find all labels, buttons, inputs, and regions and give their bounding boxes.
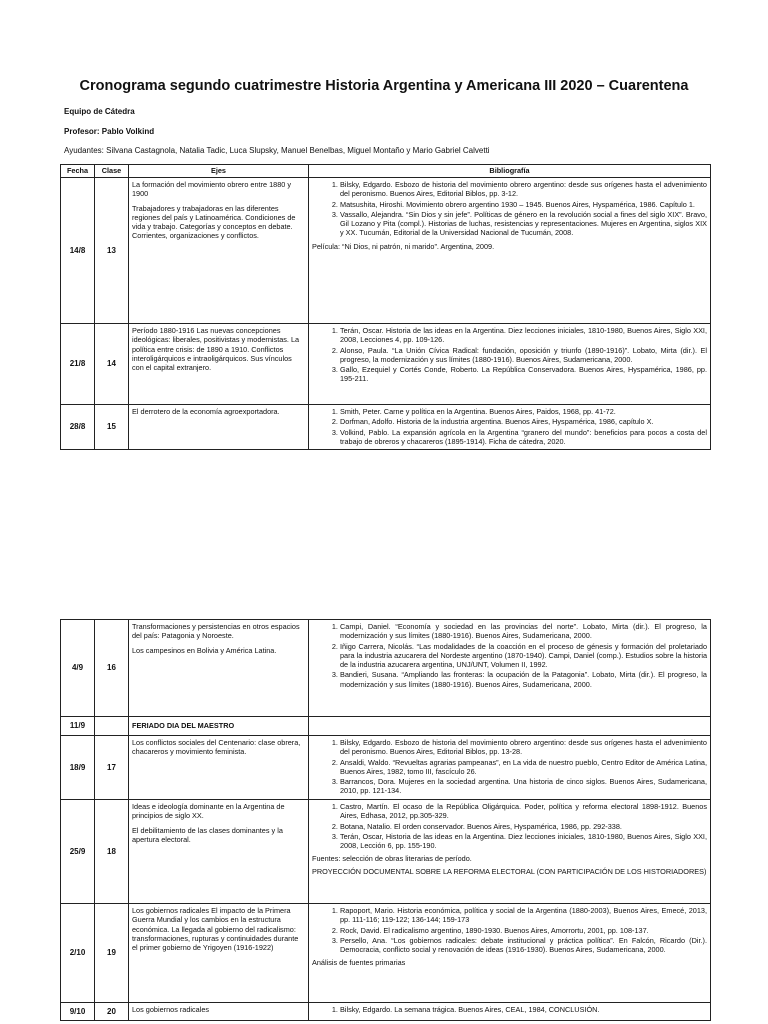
- cell-bibliografia: [309, 1003, 711, 1021]
- bibliography-item: 1. Bilsky, Edgardo. Esbozo de historia del movimiento obrero argentino: desde sus orígenes hasta el advenimiento del peronismo. Buenos Aires, Editorial Biblos, pp. 13-28.: [340, 738, 707, 757]
- cell-ejes: [129, 904, 309, 1003]
- table-row: [61, 1003, 711, 1021]
- schedule-table-page1: [60, 164, 711, 450]
- eje-text: El derrotero de la economía agroexportadora.: [132, 407, 280, 416]
- cell-clase: [95, 717, 129, 736]
- bibliography-item: 2. Rock, David. El radicalismo argentino, 1890-1930. Buenos Aires, Amorrortu, 2001, pp. 108-137.: [340, 926, 707, 935]
- cell-ejes: [129, 178, 309, 324]
- documentary-note: PROYECCIÓN DOCUMENTAL SOBRE LA REFORMA ELECTORAL (CON PARTICIPACIÓN DE LOS HISTORIADORES): [312, 866, 707, 876]
- bibliography-list: [312, 180, 707, 238]
- bibliography-item: 3. Bandieri, Susana. “Ampliando las fronteras: la ocupación de la Patagonia”. Lobato, Mirta (dir.). El progreso, la modernización y sus límites (1880-1916). Buenos Aires, Sudamericana, 2000.: [340, 670, 707, 689]
- table-row: [61, 800, 711, 904]
- table-row: [61, 405, 711, 450]
- eje-text: Ideas e ideología dominante en la Argentina de principios de siglo XX.: [132, 802, 285, 821]
- cell-clase: 15: [95, 405, 129, 450]
- cell-bibliografia: [309, 620, 711, 717]
- cell-fecha: 28/8: [61, 405, 95, 450]
- bibliography-item: 2. Dorfman, Adolfo. Historia de la industria argentina. Buenos Aires, Hyspamérica, 1986, capítulo X.: [340, 417, 707, 426]
- cell-fecha: 18/9: [61, 736, 95, 800]
- cell-clase: 16: [95, 620, 129, 717]
- bibliography-item: 3. Volkind, Pablo. La expansión agrícola en la Argentina “granero del mundo”: beneficios para pocos a costa del trabajo de obreros y chacareros (1895-1914). Ficha de cátedra, 2020.: [340, 428, 707, 447]
- bibliography-item: 2. Iñigo Carrera, Nicolás. “Las modalidades de la coacción en el proceso de génesis y formación del proletariado para la industria azucarera del Nordeste argentino (1870-1940). Campi, Daniel (comp.). Estudios sobre la historia de la industria azucarera argentina, UNJ/UNT, Volumen II, 1992.: [340, 642, 707, 670]
- cell-ejes: [129, 405, 309, 450]
- cell-fecha: 14/8: [61, 178, 95, 324]
- bibliography-item: 3. Vassallo, Alejandra. “Sin Dios y sin jefe”. Políticas de género en la revolución social a fines del siglo XIX”. Bravo, Gil Lozano y Pita (compl.). Historias de luchas, resistencias y representaciones. Mujeres en Argentina, siglos XIX y XX. Tucumán, Editorial de la Universidad Nacional de Tucumán, 2008.: [340, 210, 707, 238]
- cell-fecha: 11/9: [61, 717, 95, 736]
- eje-text: Los gobiernos radicales El impacto de la Primera Guerra Mundial y los cambios en la estructura económica. La llegada al gobierno del radicalismo: transformaciones, rupturas y continuidades durante el primer gobierno de Yrigoyen (1916-1922): [132, 906, 299, 953]
- cell-clase: 18: [95, 800, 129, 904]
- assistants-line: Ayudantes: Silvana Castagnola, Natalia Tadic, Luca Slupsky, Manuel Benelbas, Miguel Montaño y Mario Gabriel Calvetti: [64, 146, 490, 155]
- professor-line: Profesor: Pablo Volkind: [64, 127, 155, 136]
- team-label: Equipo de Cátedra: [64, 107, 135, 116]
- bibliography-item: 3. Terán, Oscar, Historia de las ideas en la Argentina. Diez lecciones iniciales, 1810-1980, Buenos Aires, Siglo XXI, 2008, Lección 6, pp. 155-190.: [340, 832, 707, 851]
- schedule-table-page2: [60, 619, 711, 1021]
- bibliography-item: 1. Terán, Oscar. Historia de las ideas en la Argentina. Diez lecciones iniciales, 1810-1980, Buenos Aires, Siglo XXI, 2008, Lecciones 4, pp. 109-126.: [340, 326, 707, 345]
- cell-bibliografia: [309, 405, 711, 450]
- cell-bibliografia: [309, 717, 711, 736]
- eje-text: Trabajadores y trabajadoras en las diferentes regiones del país y Latinoamérica. Condiciones de vida y trabajo. Categorías y conceptos en debate. Corrientes, organizaciones y conflictos.: [132, 203, 296, 241]
- eje-text: El debilitamiento de las clases dominantes y la apertura electoral.: [132, 825, 283, 844]
- document-title: Cronograma segundo cuatrimestre Historia Argentina y Americana III 2020 – Cuarentena: [79, 78, 689, 94]
- header-clase: Clase: [95, 165, 129, 178]
- table-row: [61, 717, 711, 736]
- table-row: [61, 620, 711, 717]
- bibliography-item: 1. Campi, Daniel. “Economía y sociedad en las provincias del norte”. Lobato, Mirta (dir.). El progreso, la modernización y sus límites (1880-1916). Buenos Aires, Sudamericana, 2000.: [340, 622, 707, 641]
- cell-bibliografia: [309, 800, 711, 904]
- bibliography-item: 1. Bilsky, Edgardo. Esbozo de historia del movimiento obrero argentino: desde sus orígenes hasta el advenimiento del peronismo. Buenos Aires, Editorial Biblos, pp. 3-12.: [340, 180, 707, 199]
- bibliography-item: 2. Ansaldi, Waldo. “Revueltas agrarias pampeanas”, en La vida de nuestro pueblo, Centro Editor de América Latina, Buenos Aires, 1982, tomo III, fascículo 26.: [340, 758, 707, 777]
- cell-bibliografia: [309, 736, 711, 800]
- eje-text: La formación del movimiento obrero entre 1880 y 1900: [132, 180, 291, 199]
- bibliography-list: [312, 407, 707, 446]
- table-row: [61, 178, 711, 324]
- cell-fecha: 9/10: [61, 1003, 95, 1021]
- bibliography-note: Fuentes: selección de obras literarias de período.: [312, 854, 472, 864]
- cell-clase: 20: [95, 1003, 129, 1021]
- eje-text: Los conflictos sociales del Centenario: clase obrera, chacareros y movimiento feminista.: [132, 738, 301, 757]
- bibliography-item: 1. Smith, Peter. Carne y política en la Argentina. Buenos Aires, Paidos, 1968, pp. 41-72.: [340, 407, 707, 416]
- header-bibliografia: Bibliografía: [309, 165, 711, 178]
- header-ejes: Ejes: [129, 165, 309, 178]
- eje-text: Período 1880-1916 Las nuevas concepciones ideológicas: liberales, positivistas y modernistas. La política entre crisis: de 1890 a 1910. Conflictos interoligárquicos e intraoligárquicos. Sus vínculos con el capital extranjero.: [132, 326, 300, 373]
- bibliography-item: 3. Gallo, Ezequiel y Cortés Conde, Roberto. La República Conservadora. Buenos Aires, Hyspamérica, 1986, pp. 195-211.: [340, 365, 707, 384]
- cell-ejes: [129, 1003, 309, 1021]
- bibliography-item: 3. Barrancos, Dora. Mujeres en la sociedad argentina. Una historia de cinco siglos. Buenos Aires, Sudamericana, 2010, pp. 121-134.: [340, 777, 707, 796]
- bibliography-item: 1. Castro, Martín. El ocaso de la República Oligárquica. Poder, política y reforma electoral 1898-1912. Buenos Aires, Edhasa, 2012, pp.305-329.: [340, 802, 707, 821]
- cell-fecha: 25/9: [61, 800, 95, 904]
- bibliography-list: [312, 802, 707, 850]
- eje-text: Transformaciones y persistencias en otros espacios del país: Patagonia y Noroeste.: [132, 622, 300, 641]
- cell-bibliografia: [309, 904, 711, 1003]
- cell-clase: 17: [95, 736, 129, 800]
- bibliography-list: [312, 622, 707, 689]
- holiday-label: FERIADO DIA DEL MAESTRO: [129, 717, 309, 736]
- bibliography-item: 1. Bilsky, Edgardo. La semana trágica. Buenos Aires, CEAL, 1984, CONCLUSIÓN.: [340, 1005, 707, 1014]
- bibliography-item: 2. Matsushita, Hiroshi. Movimiento obrero argentino 1930 – 1945. Buenos Aires, Hyspamérica, 1986. Capítulo 1.: [340, 200, 707, 209]
- bibliography-list: [312, 906, 707, 954]
- table-row: [61, 324, 711, 405]
- bibliography-list: [312, 738, 707, 796]
- eje-text: Los gobiernos radicales: [132, 1005, 210, 1014]
- cell-bibliografia: [309, 324, 711, 405]
- bibliography-item: 3. Persello, Ana. “Los gobiernos radicales: debate institucional y práctica política”. En Falcón, Ricardo (Dir.). Democracia, conflicto social y renovación de ideas (1916-1930). Buenos Aires, Sudamericana, 2000.: [340, 936, 707, 955]
- cell-clase: 19: [95, 904, 129, 1003]
- cell-fecha: 21/8: [61, 324, 95, 405]
- cell-clase: 13: [95, 178, 129, 324]
- bibliography-list: [312, 1005, 707, 1014]
- table-header-row: [61, 165, 711, 178]
- cell-ejes: [129, 324, 309, 405]
- cell-clase: 14: [95, 324, 129, 405]
- cell-ejes: [129, 620, 309, 717]
- bibliography-item: 2. Alonso, Paula. “La Unión Cívica Radical: fundación, oposición y triunfo (1890-1916)”. Lobato, Mirta (dir.). El progreso, la modernización y sus límites (1880-1916). Buenos Aires, Sudamericana, 2000.: [340, 346, 707, 365]
- table-row: [61, 736, 711, 800]
- cell-fecha: 2/10: [61, 904, 95, 1003]
- table-row: [61, 904, 711, 1003]
- bibliography-item: 1. Rapoport, Mario. Historia económica, política y social de la Argentina (1880-2003), Buenos Aires, Emecé, 2013, pp. 111-116; 119-122; 136-144; 159-173: [340, 906, 707, 925]
- cell-bibliografia: [309, 178, 711, 324]
- bibliography-list: [312, 326, 707, 384]
- bibliography-note: Película: “Ni Dios, ni patrón, ni marido”. Argentina, 2009.: [312, 241, 495, 251]
- cell-fecha: 4/9: [61, 620, 95, 717]
- eje-text: Los campesinos en Bolivia y América Latina.: [132, 645, 277, 655]
- cell-ejes: [129, 736, 309, 800]
- bibliography-item: 2. Botana, Natalio. El orden conservador. Buenos Aires, Hyspamérica, 1986, pp. 292-338.: [340, 822, 707, 831]
- cell-ejes: [129, 800, 309, 904]
- header-fecha: Fecha: [61, 165, 95, 178]
- bibliography-note: Análisis de fuentes primarias: [312, 958, 406, 968]
